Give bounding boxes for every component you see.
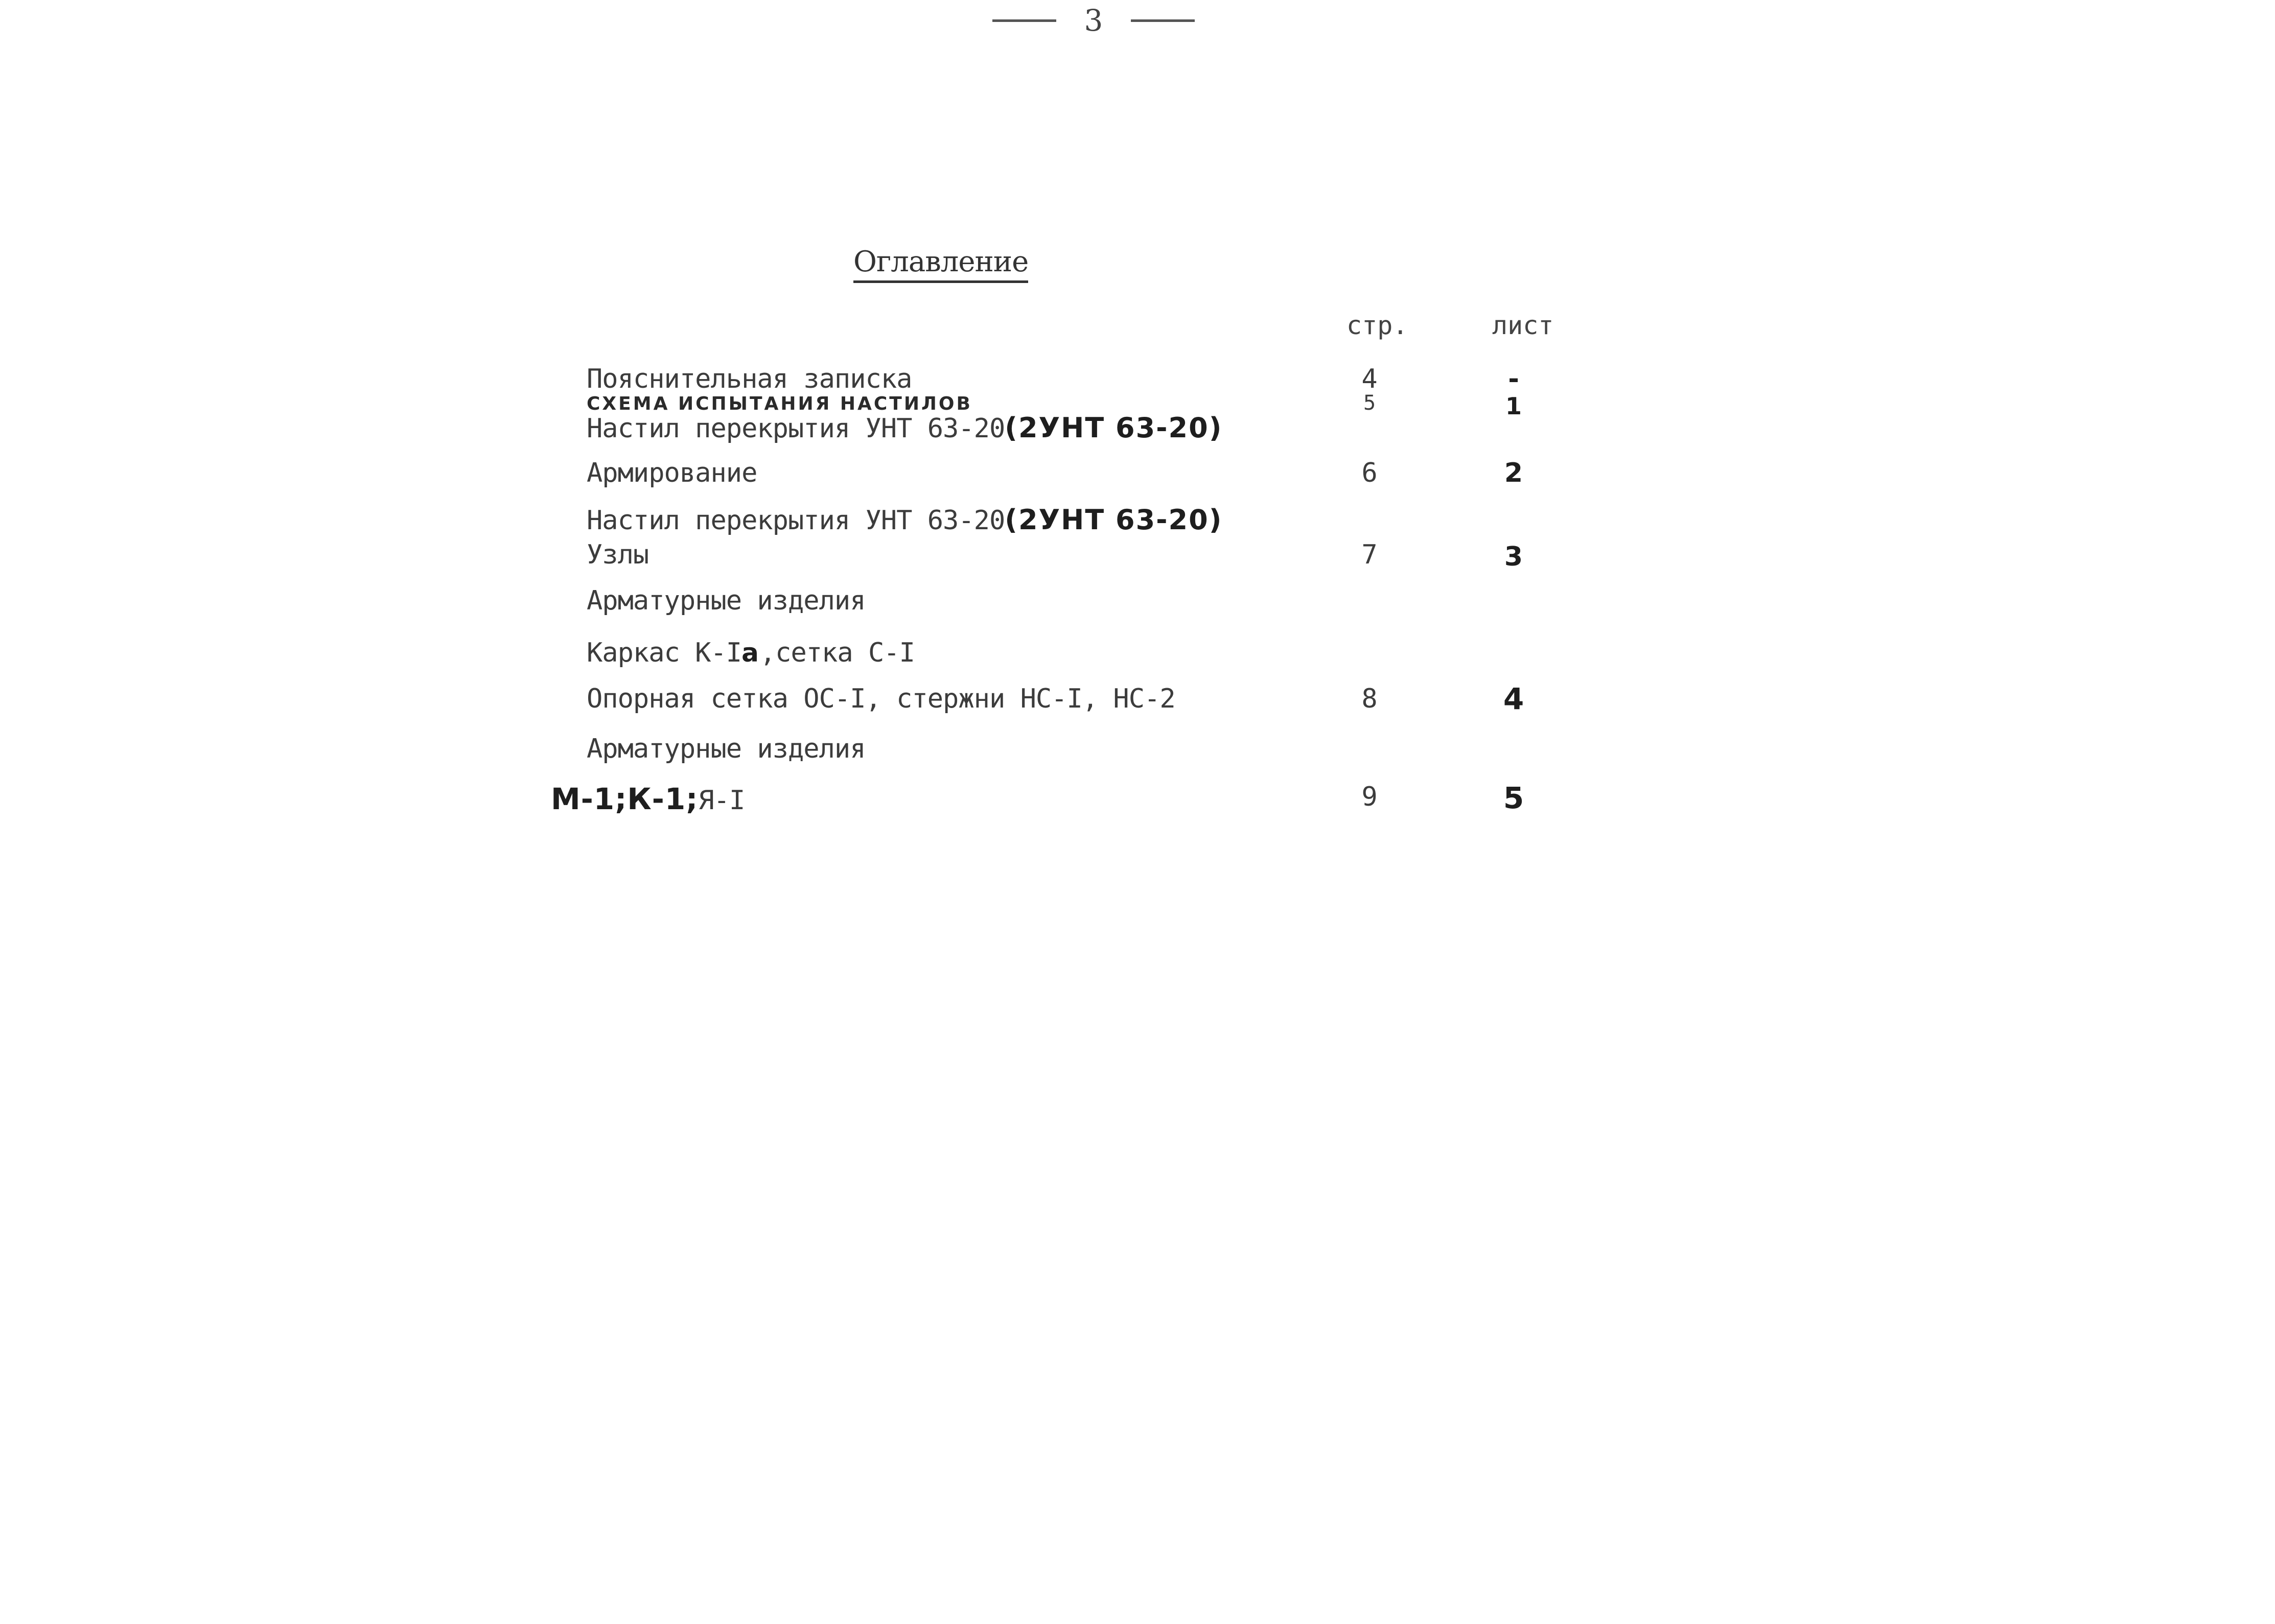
- page-number-value: 3: [1084, 3, 1103, 38]
- toc-entry-sheet: 3: [1504, 542, 1523, 572]
- toc-entry-text: Каркас К-I: [587, 638, 742, 668]
- toc-entry-handwritten-index: а: [741, 638, 760, 668]
- toc-entry-sheet: 5: [1503, 781, 1524, 815]
- column-header-page: стр.: [1347, 311, 1408, 340]
- toc-entry-explanatory-note: Пояснительная записка: [587, 364, 912, 394]
- toc-entry-sheet: -: [1508, 364, 1519, 394]
- toc-entry-handwritten-suffix: (2УНТ 63-20): [1005, 504, 1223, 536]
- toc-entry-sheet: 2: [1504, 458, 1523, 488]
- toc-entry-page: 6: [1361, 458, 1378, 488]
- toc-entry-floor-slab: [587, 504, 1222, 536]
- toc-entry-support-mesh: Опорная сетка ОС-I, стержни НС-I, НС-2: [587, 684, 1175, 714]
- page-number-left-dash: [992, 19, 1056, 22]
- toc-entry-page: 7: [1361, 539, 1378, 570]
- toc-entry-handwritten-suffix: (2УНТ 63-20): [1005, 412, 1223, 444]
- toc-entry-page: 5: [1363, 391, 1376, 415]
- page-number-right-dash: [1131, 19, 1195, 22]
- toc-entry-text: ,сетка С-I: [759, 638, 915, 668]
- toc-entry-page: 9: [1361, 782, 1378, 812]
- toc-entry-reinforcing-products: Арматурные изделия: [587, 585, 866, 616]
- column-header-sheet: лист: [1492, 311, 1554, 340]
- toc-title: Оглавление: [853, 245, 1028, 283]
- toc-entry-reinforcement: Армирование: [587, 458, 757, 488]
- toc-entry-test-scheme: СХЕМА ИСПЫТАНИЯ НАСТИЛОВ: [587, 393, 972, 414]
- toc-entry-text: Я-I: [698, 785, 745, 816]
- page-number: [991, 0, 1196, 41]
- toc-entry-embedded-parts: [551, 782, 745, 816]
- toc-entry-handwritten-prefix: М-1;К-1;: [551, 782, 699, 816]
- toc-entry-frame-mesh: [587, 638, 915, 668]
- toc-entry-floor-slab: [587, 412, 1222, 444]
- toc-entry-page: 8: [1361, 684, 1378, 714]
- toc-entry-reinforcing-products: Арматурные изделия: [587, 734, 866, 764]
- toc-entry-sheet: 1: [1505, 392, 1522, 420]
- toc-entry-text: Настил перекрытия УНТ 63-20: [587, 413, 1005, 444]
- toc-entry-joints: Узлы: [587, 539, 649, 570]
- toc-entry-sheet: 4: [1503, 681, 1524, 716]
- toc-entry-page: 4: [1361, 364, 1378, 394]
- toc-entry-text: Настил перекрытия УНТ 63-20: [587, 505, 1005, 536]
